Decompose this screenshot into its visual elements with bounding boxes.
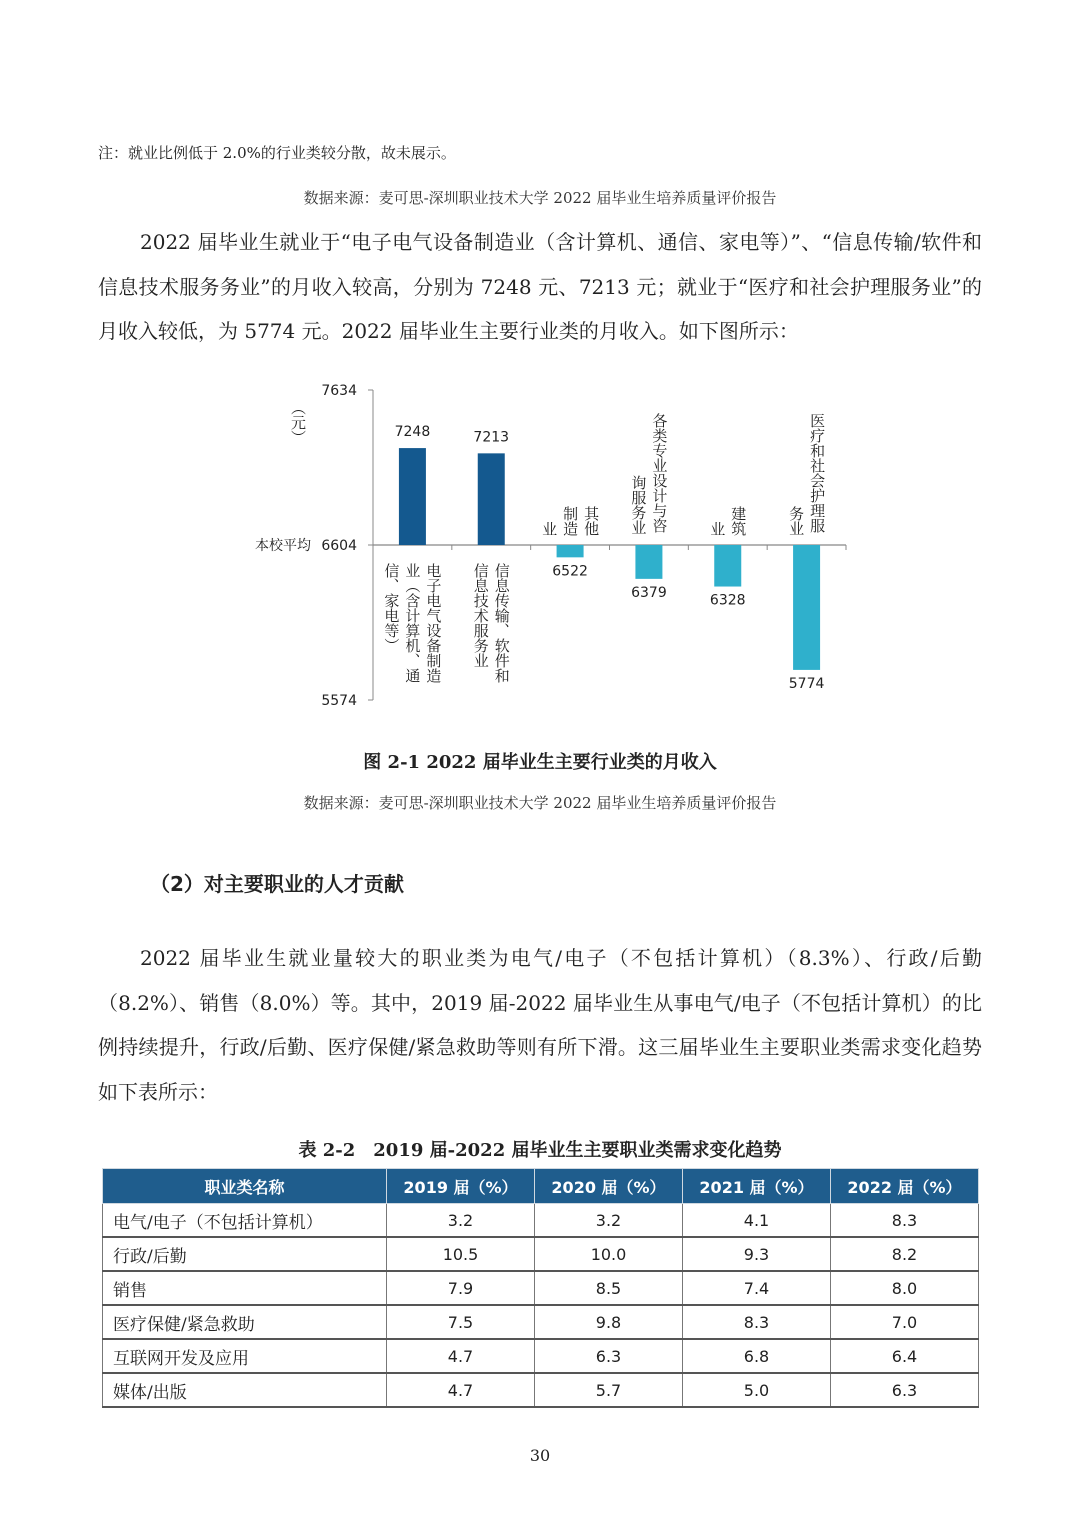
- category-label: 信息传输、软件和: [492, 563, 511, 683]
- figure-title: 图 2-1 2022 届毕业生主要行业类的月收入: [363, 752, 717, 773]
- bar: [557, 545, 584, 557]
- category-label: 业: [708, 521, 727, 537]
- category-label: 务业: [787, 506, 806, 536]
- bar: [399, 448, 426, 545]
- table-cell: 3.2: [535, 1204, 683, 1238]
- category-label: 制造: [561, 506, 580, 536]
- y-tick-label: 5574: [321, 693, 357, 709]
- category-label: 信息技术服务业: [471, 563, 490, 668]
- header-cell: 2020 届（%）: [535, 1169, 683, 1204]
- bar-value-label: 6379: [631, 584, 667, 601]
- bar: [793, 545, 820, 670]
- table-cell: 6.8: [683, 1339, 831, 1373]
- y-axis-unit: （元）: [289, 400, 307, 445]
- table-cell: 8.2: [831, 1237, 979, 1271]
- table-row: [103, 1339, 979, 1373]
- table-cell: 8.5: [535, 1271, 683, 1305]
- table-row: [103, 1237, 979, 1271]
- data-source-top: 数据来源：麦可思-深圳职业技术大学 2022 届毕业生培养质量评价报告: [303, 189, 777, 207]
- baseline-label: 本校平均: [255, 538, 311, 554]
- bar-value-label: 6328: [709, 592, 746, 609]
- table-cell: 6.4: [831, 1339, 979, 1373]
- bar-value-label: 6522: [552, 563, 588, 580]
- occupation-name: 销售: [103, 1271, 387, 1305]
- occupation-name: 医疗保健/紧急救助: [103, 1305, 387, 1339]
- category-label: 业（含计算机、通: [403, 563, 422, 683]
- table-cell: 4.1: [683, 1204, 831, 1238]
- y-tick-label: 7634: [321, 383, 357, 399]
- table-cell: 9.3: [683, 1237, 831, 1271]
- category-label: 电子电气设备制造: [424, 563, 443, 683]
- y-tick-label: 6604: [321, 538, 357, 554]
- table-cell: 7.9: [387, 1271, 535, 1305]
- occupation-paragraph: 2022 届毕业生就业量较大的职业类为电气/电子（不包括计算机）（8.3%）、行政/后勤（8.2%）、销售（8.0%）等。其中，2019 届-2022 届毕业生从事电气/电子（不包括计算机）的比例持续提升，行政/后勤、医疗保健/紧急救助等则有所下滑。这三届毕业生主要职业类需求变化趋势如下表所示：: [98, 946, 982, 1104]
- occupation-name: 媒体/出版: [103, 1373, 387, 1407]
- table-title: 表 2-2 2019 届-2022 届毕业生主要职业类需求变化趋势: [298, 1140, 782, 1161]
- page-number: 30: [529, 1446, 551, 1465]
- table-cell: 7.5: [387, 1305, 535, 1339]
- header-cell: 职业类名称: [103, 1169, 387, 1204]
- table-cell: 7.4: [683, 1271, 831, 1305]
- category-label: 各类专业设计与咨: [650, 413, 669, 533]
- table-cell: 7.0: [831, 1305, 979, 1339]
- table-cell: 6.3: [831, 1373, 979, 1407]
- bar: [478, 453, 505, 545]
- bar: [714, 545, 741, 587]
- table-cell: 10.0: [535, 1237, 683, 1271]
- header-cell: 2019 届（%）: [387, 1169, 535, 1204]
- table-header-row: [103, 1169, 979, 1204]
- occupation-name: 电气/电子（不包括计算机）: [103, 1204, 387, 1238]
- table-cell: 8.0: [831, 1271, 979, 1305]
- table-cell: 5.0: [683, 1373, 831, 1407]
- header-cell: 2022 届（%）: [831, 1169, 979, 1204]
- table-row: [103, 1373, 979, 1407]
- bar-value-label: 5774: [788, 675, 825, 692]
- bar: [635, 545, 662, 579]
- bar-value-label: 7213: [473, 429, 510, 446]
- category-label: 业: [540, 521, 559, 537]
- table-cell: 4.7: [387, 1373, 535, 1407]
- bar-value-label: 7248: [394, 424, 431, 441]
- table-row: [103, 1305, 979, 1339]
- table-cell: 6.3: [535, 1339, 683, 1373]
- table-cell: 4.7: [387, 1339, 535, 1373]
- category-label: 其他: [582, 506, 601, 536]
- table-cell: 5.7: [535, 1373, 683, 1407]
- table-cell: 8.3: [831, 1204, 979, 1238]
- category-label: 信、家电等）: [382, 563, 401, 653]
- category-label: 询服务业: [629, 475, 648, 535]
- table-row: [103, 1204, 979, 1238]
- occupation-name: 行政/后勤: [103, 1237, 387, 1271]
- income-paragraph: 2022 届毕业生就业于“电子电气设备制造业（含计算机、通信、家电等）”、“信息传输/软件和信息技术服务务业”的月收入较高，分别为 7248 元、7213 元；就业于“医疗和社会护理服务业”的月收入较低，为 5774 元。2022 届毕业生主要行业类的月收入。如下图所示：: [98, 230, 982, 343]
- category-label: 建筑: [729, 506, 748, 536]
- chart-note: 注：就业比例低于 2.0%的行业类较分散，故未展示。: [98, 144, 456, 162]
- header-cell: 2021 届（%）: [683, 1169, 831, 1204]
- table-cell: 9.8: [535, 1305, 683, 1339]
- table-cell: 8.3: [683, 1305, 831, 1339]
- occupation-trend-table: [102, 1168, 979, 1408]
- table-cell: 3.2: [387, 1204, 535, 1238]
- table-row: [103, 1271, 979, 1305]
- section-title: （2）对主要职业的人才贡献: [150, 872, 404, 896]
- data-source-figure: 数据来源：麦可思-深圳职业技术大学 2022 届毕业生培养质量评价报告: [303, 794, 777, 812]
- income-bar-chart: [250, 372, 870, 717]
- table-cell: 10.5: [387, 1237, 535, 1271]
- category-label: 医疗和社会护理服: [808, 413, 827, 533]
- occupation-name: 互联网开发及应用: [103, 1339, 387, 1373]
